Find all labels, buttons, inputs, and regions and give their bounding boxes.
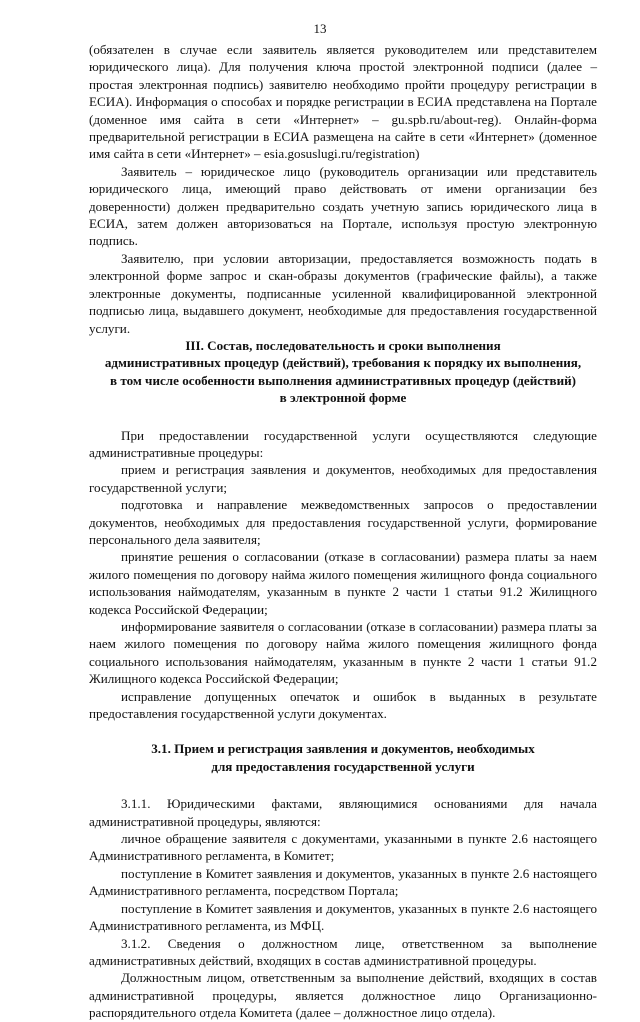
section-heading-line: в том числе особенности выполнения административных процедур (действий)	[109, 372, 577, 388]
procedures-paragraph: подготовка и направление межведомственных запросов о предоставлении документов, необходимых для предоставления государственной услуги, формирование персонального дела заявителя;	[89, 497, 597, 547]
page-number: 13	[313, 21, 327, 36]
subsection-paragraph: поступление в Комитет заявления и документов, указанных в пункте 2.6 настоящего Административного регламента, из МФЦ.	[89, 900, 597, 934]
procedures-paragraph: исправление допущенных опечаток и ошибок в выданных в результате предоставления государственной услуги документах.	[89, 688, 597, 722]
subsection-paragraph: 3.1.2. Сведения о должностном лице, ответственном за выполнение административных действий, входящих в состав административной процедуры.	[89, 935, 597, 968]
intro-paragraph: Заявителю, при условии авторизации, предоставляется возможность подать в электронной форме запрос и скан-образы документов (графические файлы), а также электронные документы, подписанные усиленной квалифицированной электронной подписью лица, выдавшего документ, необходимые для предоставления государственной услуги.	[89, 250, 597, 336]
procedures-paragraph: При предоставлении государственной услуги осуществляются следующие административные процедуры:	[89, 427, 597, 460]
section-heading-line: административных процедур (действий), требования к порядку их выполнения,	[104, 355, 582, 371]
intro-paragraph: Заявитель – юридическое лицо (руководитель организации или представитель юридического лица, имеющий право действовать от имени организации без доверенности) должен предварительно создать учетную запись юридического лица в ЕСИА, затем должен авторизоваться на Портале, используя простую электронную подпись.	[89, 163, 597, 249]
procedures-paragraph: принятие решения о согласовании (отказе в согласовании) размера платы за наем жилого помещения по договору найма жилого помещения жилищного фонда социального использования наймодателям, указанным в пункте 2 части 1 статьи 91.2 Жилищного кодекса Российской Федерации;	[89, 549, 597, 617]
subsection-heading-line: для предоставления государственной услуги	[211, 758, 475, 774]
section-heading-line: III. Состав, последовательность и сроки выполнения	[185, 337, 501, 353]
subsection-paragraph: поступление в Комитет заявления и документов, указанных в пункте 2.6 настоящего Административного регламента, посредством Портала;	[89, 865, 597, 899]
subsection-heading-line: 3.1. Прием и регистрация заявления и документов, необходимых	[151, 741, 535, 757]
procedures-paragraph: прием и регистрация заявления и документов, необходимых для предоставления государственной услуги;	[89, 462, 597, 495]
section-heading	[89, 337, 597, 407]
section-heading-line: в электронной форме	[279, 390, 407, 406]
subsection-heading	[89, 740, 597, 775]
subsection-paragraph: 3.1.1. Юридическими фактами, являющимися основаниями для начала административной процедуры, являются:	[89, 796, 597, 829]
subsection-paragraph: Должностным лицом, ответственным за выполнение действий, входящих в состав административной процедуры, является должностное лицо Организационно-распорядительного отдела Комитета (далее – должностное лицо отдела).	[89, 970, 597, 1021]
subsection-paragraph: личное обращение заявителя с документами, указанными в пункте 2.6 настоящего Административного регламента, в Комитет;	[89, 831, 597, 864]
procedures-paragraph: информирование заявителя о согласовании (отказе в согласовании) размера платы за наем жилого помещения по договору найма жилого помещения жилищного фонда социального использования наймодателям, указанным в пункте 2 части 1 статьи 91.2 Жилищного кодекса Российской Федерации;	[89, 619, 597, 687]
intro-paragraph: (обязателен в случае если заявитель является руководителем или представителем юридического лица). Для получения ключа простой электронной подписи (далее – простая электронная подпись) заявителю необходимо пройти процедуру регистрации в ЕСИА). Информация о способах и порядке регистрации в ЕСИА представлена на Портале (доменное имя сайта в сети «Интернет» – gu.spb.ru/about-reg). Онлайн-форма предварительной регистрации в ЕСИА размещена на сайте в сети «Интернет» (доменное имя сайта в сети «Интернет» – esia.gosuslugi.ru/registration)	[89, 42, 597, 162]
document-body	[89, 41, 597, 1022]
